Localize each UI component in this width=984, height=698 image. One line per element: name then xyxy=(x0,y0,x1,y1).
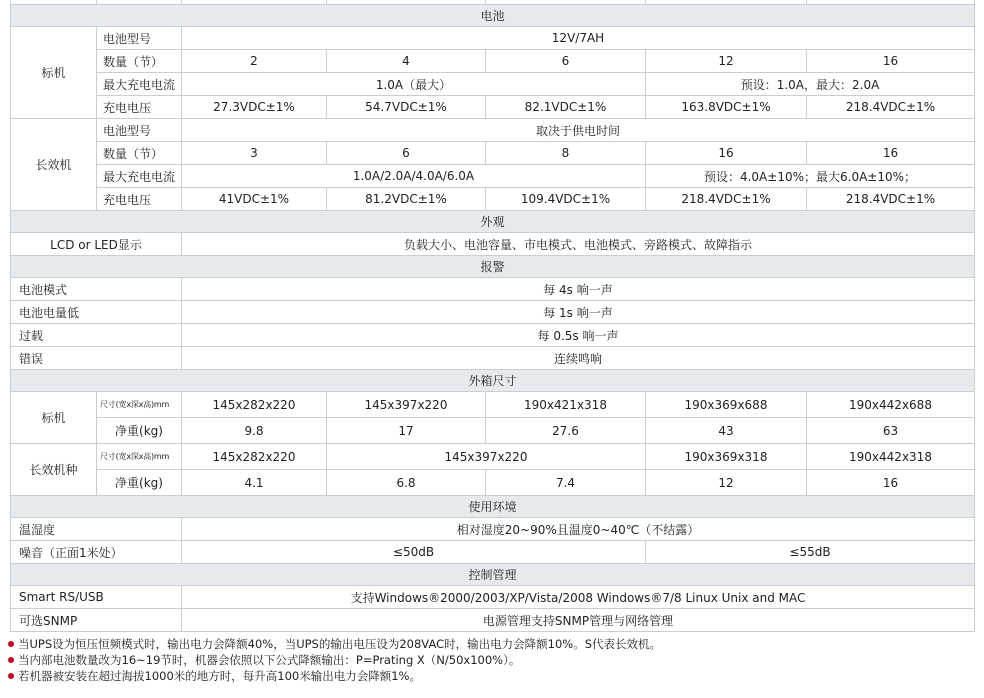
cell-value: 2 xyxy=(182,50,327,73)
table-row xyxy=(11,470,975,496)
row-label: 充电电压 xyxy=(97,96,182,119)
group-label: 标机 xyxy=(11,392,97,444)
cell-value: 16 xyxy=(646,142,807,165)
cell-value: 预设：4.0A±10%；最大6.0A±10%； xyxy=(646,165,975,188)
cell-value: 218.4VDC±1% xyxy=(807,96,975,119)
table-row xyxy=(11,119,975,142)
row-label: LCD or LED显示 xyxy=(11,233,182,256)
group-label: 长效机 xyxy=(11,119,97,211)
section-header-appearance xyxy=(11,211,975,233)
cell-value: 218.4VDC±1% xyxy=(807,188,975,211)
table-row xyxy=(11,518,975,541)
footnote xyxy=(8,636,661,652)
table-row xyxy=(11,96,975,119)
cell-value: 9.8 xyxy=(182,418,327,444)
cell-value: 1.0A/2.0A/4.0A/6.0A xyxy=(182,165,646,188)
row-label: 充电电压 xyxy=(97,188,182,211)
row-label: 最大充电电流 xyxy=(97,165,182,188)
cell-value: 63 xyxy=(807,418,975,444)
table-row xyxy=(11,27,975,50)
cell-value: 109.4VDC±1% xyxy=(486,188,646,211)
row-label: 最大充电电流 xyxy=(97,73,182,96)
cell-value: 16 xyxy=(807,142,975,165)
spec-table-container xyxy=(10,0,974,632)
table-row xyxy=(11,73,975,96)
cell-value: 12 xyxy=(646,50,807,73)
bullet-icon xyxy=(8,673,14,679)
section-header-box xyxy=(11,370,975,392)
table-row xyxy=(11,418,975,444)
cell-value: 每 4s 响一声 xyxy=(182,278,975,301)
cell-value: 每 1s 响一声 xyxy=(182,301,975,324)
cell-value: 12 xyxy=(646,470,807,496)
row-label: 错误 xyxy=(11,347,182,370)
table-row xyxy=(11,50,975,73)
row-label: 数量（节） xyxy=(97,142,182,165)
cell-value: ≤55dB xyxy=(646,541,975,564)
footnote xyxy=(8,652,661,668)
bullet-icon xyxy=(8,657,14,663)
cell-value: 81.2VDC±1% xyxy=(327,188,486,211)
row-label: 净重(kg) xyxy=(97,418,182,444)
cell-value: 12V/7AH xyxy=(182,27,975,50)
cell-value: 1.0A（最大） xyxy=(182,73,646,96)
cell-value: 17 xyxy=(327,418,486,444)
cell-value: 支持Windows®2000/2003/XP/Vista/2008 Windows®7/8 Linux Unix and MAC xyxy=(182,586,975,609)
table-row xyxy=(11,233,975,256)
footnotes xyxy=(8,636,661,684)
cell-value: 145x397x220 xyxy=(327,444,646,470)
row-label: 电池型号 xyxy=(97,119,182,142)
section-title: 外观 xyxy=(11,211,975,233)
cell-value: 16 xyxy=(807,470,975,496)
table-row xyxy=(11,278,975,301)
cell-value: 6 xyxy=(486,50,646,73)
cell-value: 6 xyxy=(327,142,486,165)
section-title: 控制管理 xyxy=(11,564,975,586)
section-title: 电池 xyxy=(11,5,975,27)
cell-value: 预设：1.0A，最大：2.0A xyxy=(646,73,975,96)
cell-value: 负载大小、电池容量、市电模式、电池模式、旁路模式、故障指示 xyxy=(182,233,975,256)
row-label: 温湿度 xyxy=(11,518,182,541)
cell-value: 4 xyxy=(327,50,486,73)
cell-value: 43 xyxy=(646,418,807,444)
cell-value: 连续鸣响 xyxy=(182,347,975,370)
section-header-environment xyxy=(11,496,975,518)
table-row xyxy=(11,609,975,632)
cell-value: 7.4 xyxy=(486,470,646,496)
cell-value: 电源管理支持SNMP管理与网络管理 xyxy=(182,609,975,632)
table-row xyxy=(11,541,975,564)
row-label: Smart RS/USB xyxy=(11,586,182,609)
cell-value: 218.4VDC±1% xyxy=(646,188,807,211)
cell-value: 82.1VDC±1% xyxy=(486,96,646,119)
table-row xyxy=(11,347,975,370)
cell-value: 145x282x220 xyxy=(182,392,327,418)
footnote-text: 若机器被安装在超过海拔1000米的地方时，每升高100米输出电力会降额1%。 xyxy=(18,669,421,683)
cell-value: 16 xyxy=(807,50,975,73)
row-label: 可选SNMP xyxy=(11,609,182,632)
cell-value: 190x421x318 xyxy=(486,392,646,418)
cell-value: 27.6 xyxy=(486,418,646,444)
footnote-text: 当内部电池数量改为16~19节时，机器会依照以下公式降额输出：P=Prating X（N/50x100%）。 xyxy=(18,653,521,667)
table-row xyxy=(11,188,975,211)
cell-value: 145x397x220 xyxy=(327,392,486,418)
cell-value: 190x442x688 xyxy=(807,392,975,418)
table-row xyxy=(11,142,975,165)
cell-value: 取决于供电时间 xyxy=(182,119,975,142)
footnote xyxy=(8,668,661,684)
cell-value: 4.1 xyxy=(182,470,327,496)
table-row xyxy=(11,165,975,188)
table-row xyxy=(11,392,975,418)
row-label: 过载 xyxy=(11,324,182,347)
row-label: 数量（节） xyxy=(97,50,182,73)
row-label: 电池模式 xyxy=(11,278,182,301)
cell-value: 3 xyxy=(182,142,327,165)
spec-table xyxy=(10,0,975,632)
group-label: 标机 xyxy=(11,27,97,119)
cell-value: 54.7VDC±1% xyxy=(327,96,486,119)
row-label: 噪音（正面1米处） xyxy=(11,541,182,564)
section-header-battery xyxy=(11,5,975,27)
table-row xyxy=(11,586,975,609)
table-row xyxy=(11,324,975,347)
row-label: 电池电量低 xyxy=(11,301,182,324)
cell-value: 8 xyxy=(486,142,646,165)
section-title: 使用环境 xyxy=(11,496,975,518)
cell-value: 145x282x220 xyxy=(182,444,327,470)
cell-value: 相对湿度20~90%且温度0~40℃（不结露） xyxy=(182,518,975,541)
table-row xyxy=(11,301,975,324)
row-label: 电池型号 xyxy=(97,27,182,50)
row-label: 尺寸(宽x深x高)mm xyxy=(97,444,182,470)
section-header-alarm xyxy=(11,256,975,278)
cell-value: 163.8VDC±1% xyxy=(646,96,807,119)
section-title: 报警 xyxy=(11,256,975,278)
cell-value: 每 0.5s 响一声 xyxy=(182,324,975,347)
row-label: 净重(kg) xyxy=(97,470,182,496)
cell-value: 190x369x688 xyxy=(646,392,807,418)
cell-value: 190x369x318 xyxy=(646,444,807,470)
section-title: 外箱尺寸 xyxy=(11,370,975,392)
cell-value: ≤50dB xyxy=(182,541,646,564)
cell-value: 6.8 xyxy=(327,470,486,496)
table-row xyxy=(11,444,975,470)
section-header-control xyxy=(11,564,975,586)
cell-value: 27.3VDC±1% xyxy=(182,96,327,119)
cell-value: 41VDC±1% xyxy=(182,188,327,211)
cell-value: 190x442x318 xyxy=(807,444,975,470)
bullet-icon xyxy=(8,641,14,647)
row-label: 尺寸(宽x深x高)mm xyxy=(97,392,182,418)
group-label: 长效机种 xyxy=(11,444,97,496)
footnote-text: 当UPS设为恒压恒频模式时，输出电力会降额40%，当UPS的输出电压设为208VAC时，输出电力会降额10%。S代表长效机。 xyxy=(18,637,661,651)
